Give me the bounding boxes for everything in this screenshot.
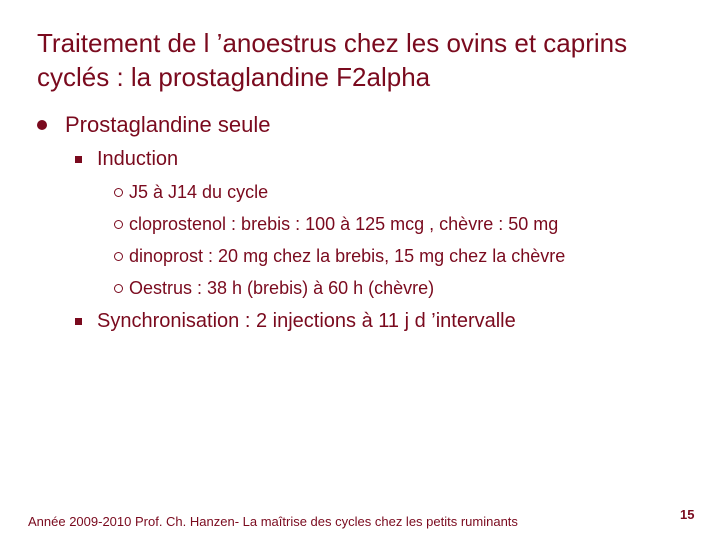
ring-bullet-icon xyxy=(114,220,123,229)
square-bullet-icon xyxy=(75,156,82,163)
bullet-text: Synchronisation : 2 injections à 11 j d ’intervalle xyxy=(97,310,516,332)
sub-bullet-2 xyxy=(114,214,558,235)
sub-bullet-text: Oestrus : 38 h (brebis) à 60 h (chèvre) xyxy=(129,278,435,298)
slide-title: Traitement de l ’anoestrus chez les ovins et caprins cyclés : la prostaglandine F2alpha xyxy=(37,28,628,92)
ring-bullet-icon xyxy=(114,284,123,293)
sub-bullet-4 xyxy=(114,278,434,299)
page-number: 15 xyxy=(680,507,695,522)
sub-bullet-1 xyxy=(114,182,268,203)
ring-bullet-icon xyxy=(114,188,123,197)
bullet-synchronisation xyxy=(75,310,516,333)
bullet-text: Prostaglandine seule xyxy=(65,112,271,137)
bullet-text: Induction xyxy=(97,148,179,170)
bullet-prostaglandine-seule xyxy=(37,112,270,138)
square-bullet-icon xyxy=(75,318,82,325)
round-bullet-icon xyxy=(37,120,47,130)
bullet-induction xyxy=(75,148,178,171)
ring-bullet-icon xyxy=(114,252,123,261)
sub-bullet-text: cloprostenol : brebis : 100 à 125 mcg , chèvre : 50 mg xyxy=(129,214,559,234)
sub-bullet-3 xyxy=(114,246,565,267)
footer-text: Année 2009-2010 Prof. Ch. Hanzen- La maîtrise des cycles chez les petits ruminants xyxy=(28,514,518,529)
sub-bullet-text: J5 à J14 du cycle xyxy=(129,182,269,202)
sub-bullet-text: dinoprost : 20 mg chez la brebis, 15 mg chez la chèvre xyxy=(129,246,566,266)
